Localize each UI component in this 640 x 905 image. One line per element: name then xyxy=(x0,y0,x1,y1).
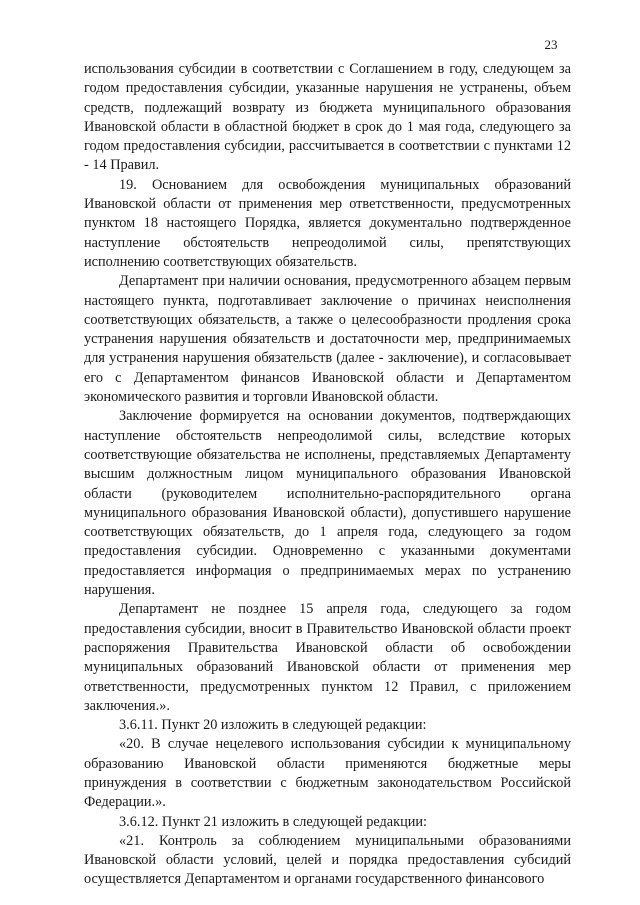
paragraph-department-deadline: Департамент не позднее 15 апреля года, следующего за годом предоставления субсидии, вносит в Правительство Ивановской области проект распоряжения Правительства Ивановской области об освобождении муниципальных образований Ивановской области от применения мер ответственности, предусмотренных пунктом 12 Правил, с приложением заключения.». xyxy=(84,601,571,714)
paragraph-clause-21: «21. Контроль за соблюдением муниципальными образованиями Ивановской области условий, целей и порядка предоставления субсидий осуществляется Департаментом и органами государственного финансового xyxy=(84,832,571,888)
document-body xyxy=(84,60,571,890)
paragraph-amendment-3-6-12: 3.6.12. Пункт 21 изложить в следующей редакции: xyxy=(119,813,428,830)
paragraph-department-conclusion: Департамент при наличии основания, предусмотренного абзацем первым настоящего пункта, подготавливает заключение о причинах неисполнения соответствующих обязательств, а также о целесообразности продления срока устранения нарушения обязательств и достаточности мер, предпринимаемых для устранения нарушения обязательств (далее - заключение), и согласовывает его с Департаментом финансов Ивановской области и Департаментом экономического развития и торговли Ивановской области. xyxy=(84,273,571,406)
paragraph-continuation: использования субсидии в соответствии с Соглашением в году, следующем за годом предоставления субсидии, указанные нарушения не устранены, объем средств, подлежащий возврату из бюджета муниципального образования Ивановской области в областной бюджет в срок до 1 мая года, следующего за годом предоставления субсидии, рассчитывается в соответствии с пунктами 12 - 14 Правил. xyxy=(84,61,571,174)
page-number: 23 xyxy=(544,37,558,52)
paragraph-clause-20: «20. В случае нецелевого использования субсидии к муниципальному образованию Ивановской области применяются бюджетные меры принуждения в соответствии с бюджетным законодательством Российской Федерации.». xyxy=(84,736,571,811)
paragraph-clause-19: 19. Основанием для освобождения муниципальных образований Ивановской области от применения мер ответственности, предусмотренных пунктом 18 настоящего Порядка, является документально подтвержденное наступление обстоятельств непреодолимой силы, препятствующих исполнению соответствующих обязательств. xyxy=(84,176,571,270)
paragraph-conclusion-basis: Заключение формируется на основании документов, подтверждающих наступление обстоятельств непреодолимой силы, вследствие которых соответствующие обязательства не исполнены, представляемых Департаменту высшим должностным лицом муниципального образования Ивановской области (руководителем исполнительно-распорядительного органа муниципального образования Ивановской области), допустившего нарушение соответствующих обязательств, до 1 апреля года, следующего за годом предоставления субсидии. Одновременно с указанными документами предоставляется информация о предпринимаемых мерах по устранению нарушения. xyxy=(84,408,571,599)
paragraph-amendment-3-6-11: 3.6.11. Пункт 20 изложить в следующей редакции: xyxy=(119,717,427,734)
